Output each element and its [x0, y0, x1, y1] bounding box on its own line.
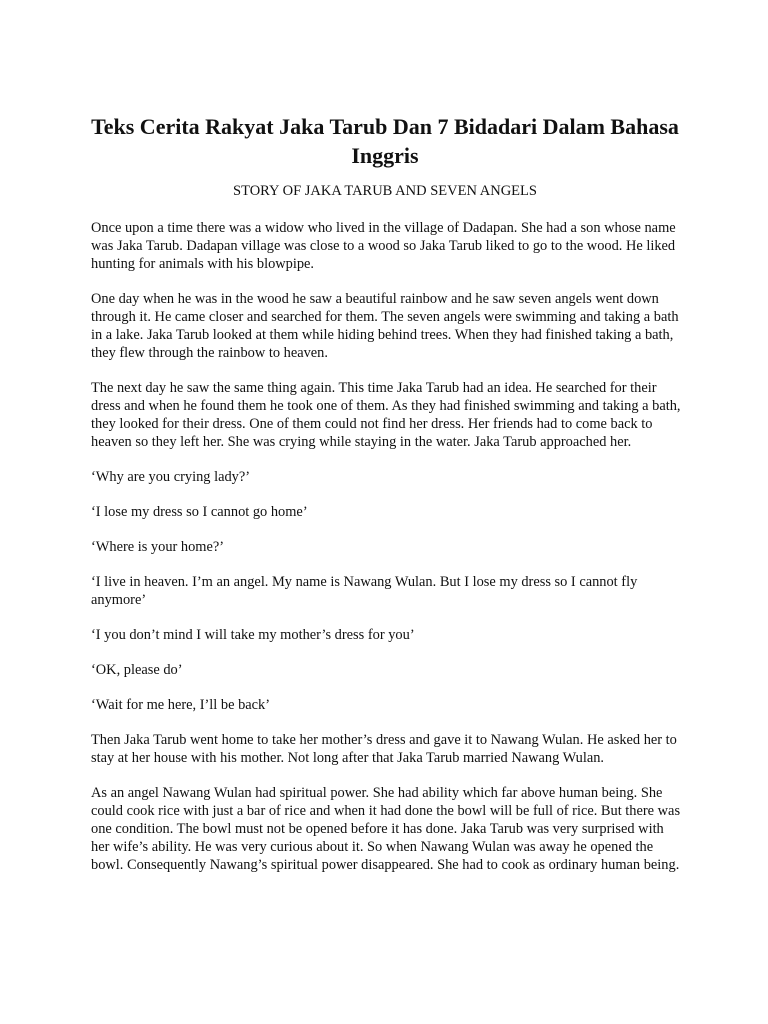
document-title: Teks Cerita Rakyat Jaka Tarub Dan 7 Bidadari Dalam Bahasa Inggris [91, 114, 679, 168]
paragraph-3: The next day he saw the same thing again. This time Jaka Tarub had an idea. He searched for their dress and when he found them he took one of them. As they had finished swimming and taking a bath, they looked for their dress. One of them could not find her dress. Her friends had to come back to heaven so they left her. She was crying while staying in the water. Jaka Tarub approached her. [91, 380, 681, 450]
paragraph-1: Once upon a time there was a widow who lived in the village of Dadapan. She had a son whose name was Jaka Tarub. Dadapan village was close to a wood so Jaka Tarub liked to go to the wood. He liked hunting for animals with his blowpipe. [91, 220, 676, 272]
dialogue-line-6: ‘OK, please do’ [91, 662, 183, 678]
paragraph-5: As an angel Nawang Wulan had spiritual power. She had ability which far above human being. She could cook rice with just a bar of rice and when it had done the bowl will be full of rice. But there was one condition. The bowl must not be opened before it has done. Jaka Tarub was very surprised with her wife’s ability. He was very curious about it. So when Nawang Wulan was away he opened the bowl. Consequently Nawang’s spiritual power disappeared. She had to cook as ordinary human being. [91, 785, 681, 873]
dialogue-line-1: ‘Why are you crying lady?’ [91, 469, 251, 485]
dialogue-line-4: ‘I live in heaven. I’m an angel. My name is Nawang Wulan. But I lose my dress so I cannot fly anymore’ [91, 574, 638, 608]
paragraph-2: One day when he was in the wood he saw a beautiful rainbow and he saw seven angels went down through it. He came closer and searched for them. The seven angels were swimming and taking a bath in a lake. Jaka Tarub looked at them while hiding behind trees. When they had finished taking a bath, they flew through the rainbow to heaven. [91, 291, 679, 361]
dialogue-line-5: ‘I you don’t mind I will take my mother’s dress for you’ [91, 627, 415, 643]
dialogue-line-3: ‘Where is your home?’ [91, 539, 225, 555]
story-body [91, 219, 681, 891]
story-subtitle: STORY OF JAKA TARUB AND SEVEN ANGELS [233, 183, 537, 199]
dialogue-line-2: ‘I lose my dress so I cannot go home’ [91, 504, 308, 520]
dialogue-line-7: ‘Wait for me here, I’ll be back’ [91, 697, 271, 713]
paragraph-4: Then Jaka Tarub went home to take her mother’s dress and gave it to Nawang Wulan. He asked her to stay at her house with his mother. Not long after that Jaka Tarub married Nawang Wulan. [91, 732, 677, 766]
